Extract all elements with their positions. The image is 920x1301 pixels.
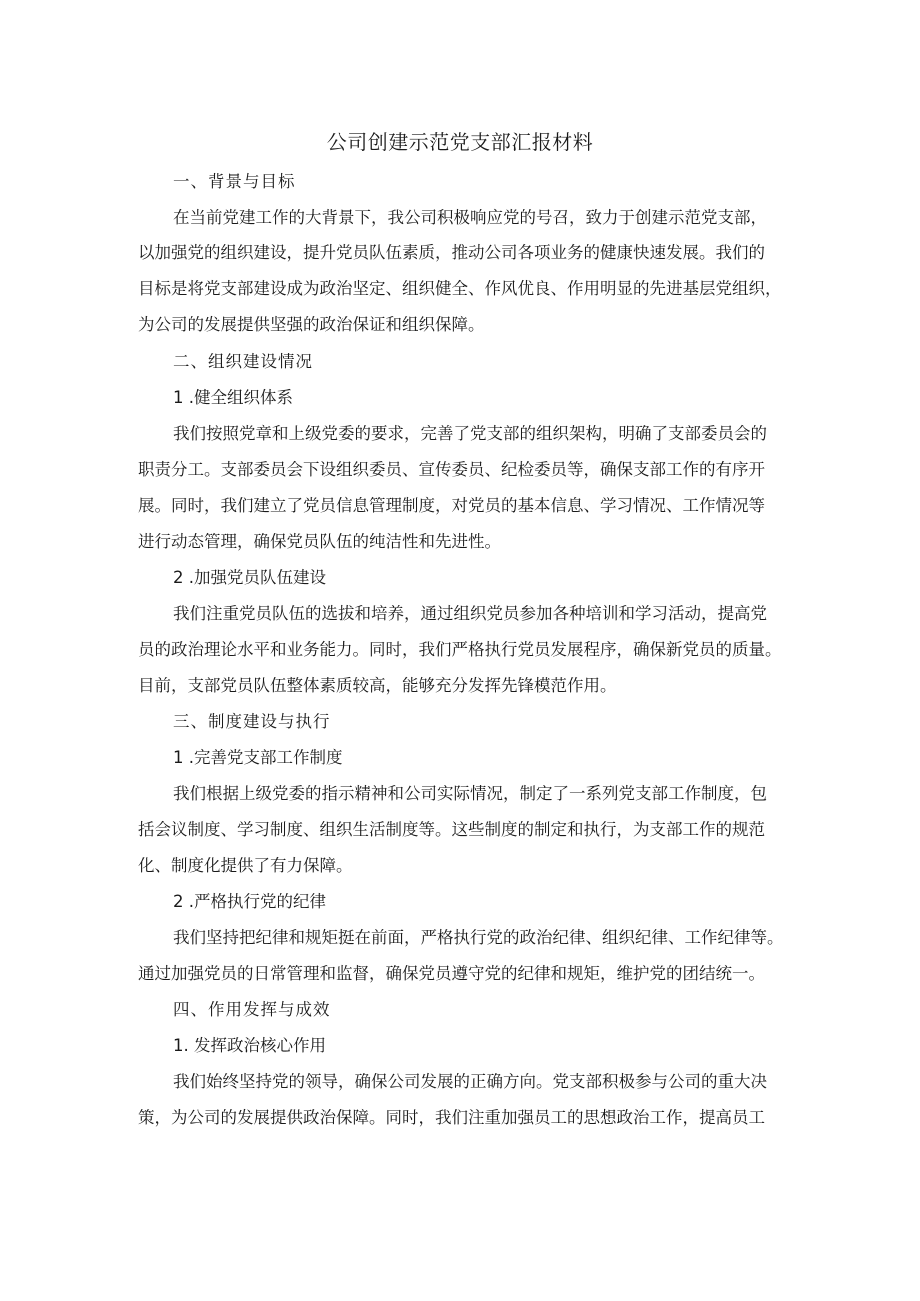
paragraph-line: 员的政治理论水平和业务能力。同时，我们严格执行党员发展程序，确保新党员的质量。 bbox=[138, 640, 782, 659]
paragraph-line: 以加强党的组织建设，提升党员队伍素质，推动公司各项业务的健康快速发展。我们的 bbox=[138, 243, 765, 262]
subsection-heading: 1. 发挥政治核心作用 bbox=[173, 1036, 326, 1055]
paragraph-line: 我们按照党章和上级党委的要求，完善了党支部的组织架构，明确了支部委员会的 bbox=[173, 424, 767, 443]
paragraph-line: 括会议制度、学习制度、组织生活制度等。这些制度的制定和执行，为支部工作的规范 bbox=[138, 820, 765, 839]
paragraph-line: 为公司的发展提供坚强的政治保证和组织保障。 bbox=[138, 315, 485, 334]
paragraph-line: 我们注重党员队伍的选拔和培养，通过组织党员参加各种培训和学习活动，提高党 bbox=[173, 604, 767, 623]
paragraph-line: 目前，支部党员队伍整体素质较高，能够充分发挥先锋模范作用。 bbox=[138, 676, 617, 695]
document-title: 公司创建示范党支部汇报材料 bbox=[326, 130, 594, 154]
paragraph-line: 策，为公司的发展提供政治保障。同时，我们注重加强员工的思想政治工作，提高员工 bbox=[138, 1108, 765, 1127]
section-heading-1: 一、背景与目标 bbox=[173, 172, 296, 191]
section-heading-4: 四、作用发挥与成效 bbox=[173, 1000, 331, 1019]
paragraph-line: 展。同时，我们建立了党员信息管理制度，对党员的基本信息、学习情况、工作情况等 bbox=[138, 496, 765, 515]
paragraph-line: 在当前党建工作的大背景下，我公司积极响应党的号召，致力于创建示范党支部， bbox=[173, 208, 767, 227]
paragraph-line: 我们坚持把纪律和规矩挺在前面，严格执行党的政治纪律、组织纪律、工作纪律等。 bbox=[173, 928, 784, 947]
subsection-heading: 2 .加强党员队伍建设 bbox=[173, 568, 326, 587]
paragraph-line: 进行动态管理，确保党员队伍的纯洁性和先进性。 bbox=[138, 532, 501, 551]
subsection-heading: 2 .严格执行党的纪律 bbox=[173, 892, 326, 911]
paragraph-line: 化、制度化提供了有力保障。 bbox=[138, 856, 353, 875]
section-heading-2: 二、组织建设情况 bbox=[173, 352, 313, 371]
paragraph-line: 通过加强党员的日常管理和监督，确保党员遵守党的纪律和规矩，维护党的团结统一。 bbox=[138, 964, 765, 983]
subsection-heading: 1 .健全组织体系 bbox=[173, 388, 293, 407]
paragraph-line: 我们始终坚持党的领导，确保公司发展的正确方向。党支部积极参与公司的重大决 bbox=[173, 1072, 767, 1091]
paragraph-line: 我们根据上级党委的指示精神和公司实际情况，制定了一系列党支部工作制度，包 bbox=[173, 784, 767, 803]
section-heading-3: 三、制度建设与执行 bbox=[173, 712, 331, 731]
paragraph-line: 目标是将党支部建设成为政治坚定、组织健全、作风优良、作用明显的先进基层党组织， bbox=[138, 279, 782, 298]
paragraph-line: 职责分工。支部委员会下设组织委员、宣传委员、纪检委员等，确保支部工作的有序开 bbox=[138, 460, 765, 479]
subsection-heading: 1 .完善党支部工作制度 bbox=[173, 748, 343, 767]
